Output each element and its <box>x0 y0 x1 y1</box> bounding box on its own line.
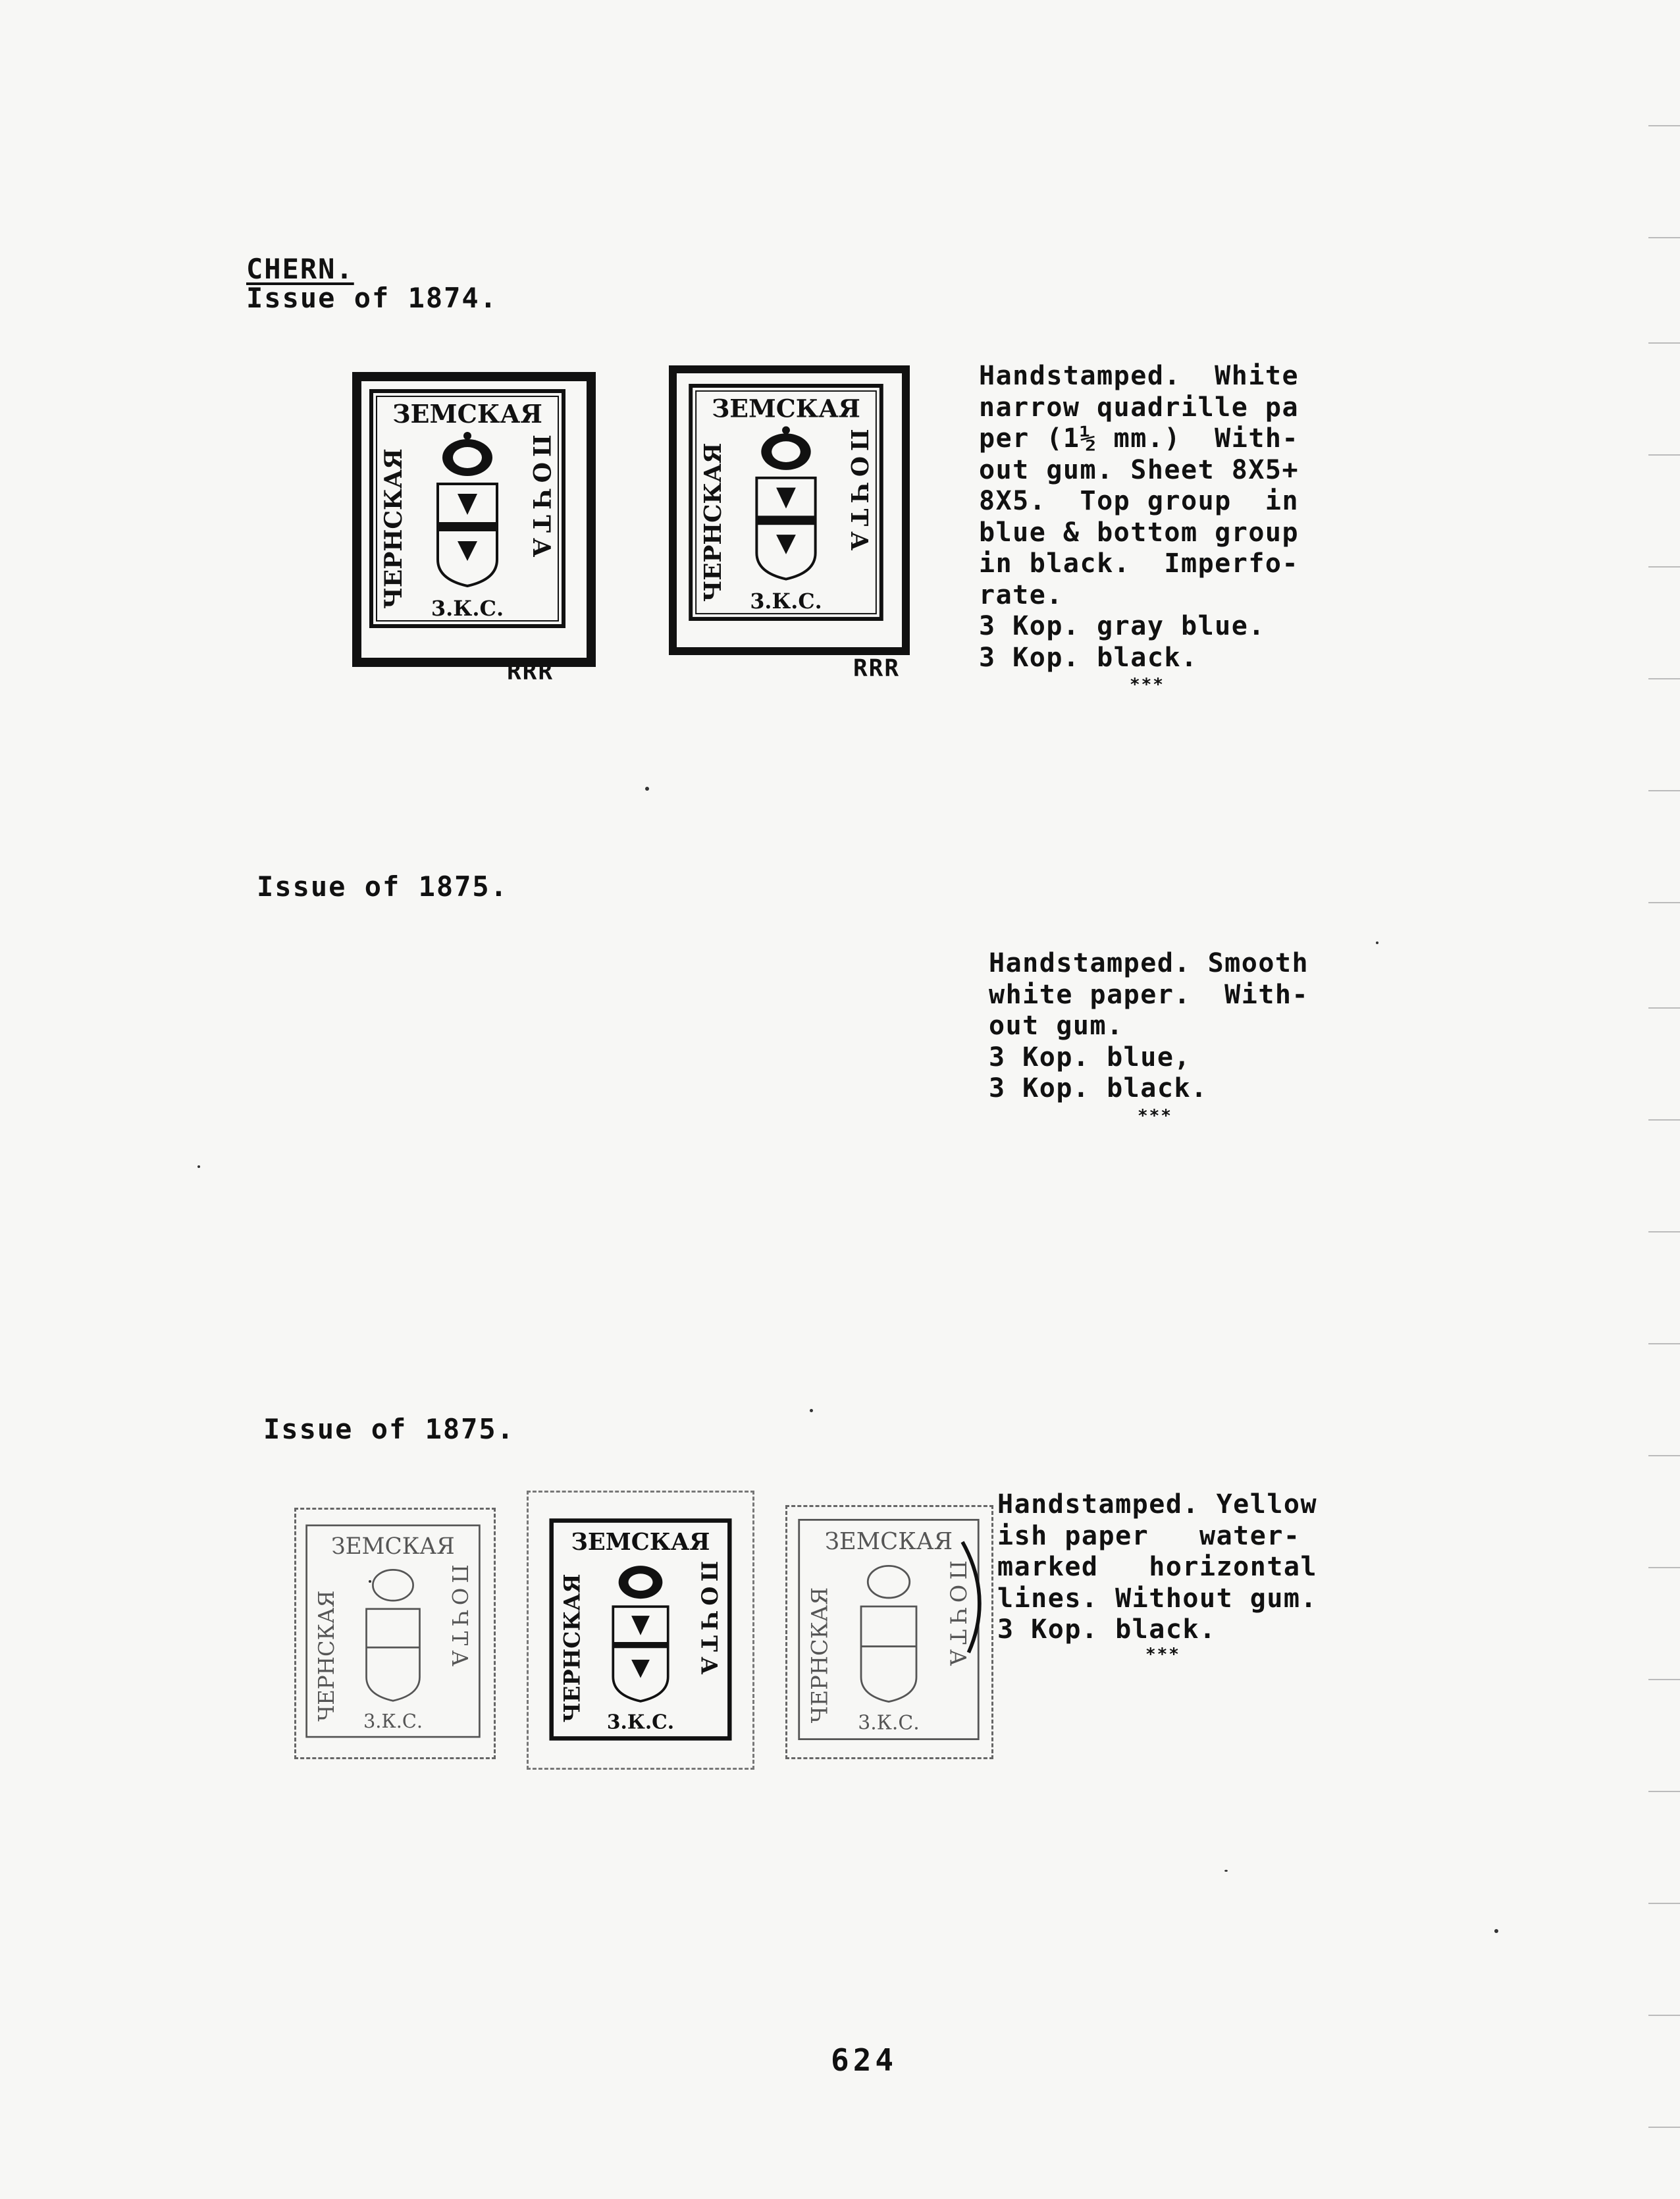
stamp-right-text: ПОЧТА <box>845 429 874 556</box>
issue-description: Handstamped. Yellow ish paper water- marked horizontal lines. Without gum. 3 Kop. black. <box>997 1489 1318 1645</box>
issue-description: Handstamped. White narrow quadrille pa per (1½ mm.) With- out gum. Sheet 8X5+ 8X5. Top group in blue & bottom group in black. Imperfo- rate. 3 Kop. gray blue. 3 Kop. black. <box>979 361 1299 673</box>
stamp-top-text: ЗЕМСКАЯ <box>824 1528 953 1556</box>
rarity-mark: RRR <box>853 655 901 682</box>
page-number: 624 <box>831 2042 898 2078</box>
stamp-image <box>687 383 885 622</box>
crown-icon <box>442 432 492 476</box>
crown-icon <box>619 1566 663 1599</box>
crown-icon <box>373 1570 413 1601</box>
section-title: Issue of 1874. <box>246 282 498 314</box>
stamp-right-text: ПОЧТА <box>696 1560 722 1680</box>
stamp-left-text: ЧЕРНСКАЯ <box>314 1590 339 1722</box>
stamp-bottom-text: 3.К.С. <box>858 1711 920 1735</box>
stamp-top-text: ЗЕМСКАЯ <box>392 399 542 429</box>
crown-icon <box>868 1566 909 1598</box>
stamp-left-text: ЧЕРНСКАЯ <box>559 1574 585 1723</box>
stamp-bottom-text: 3.К.С. <box>606 1710 675 1734</box>
coat-of-arms-icon <box>756 478 815 579</box>
crown-icon <box>761 426 810 469</box>
stamp-image <box>797 1514 981 1745</box>
stamp-bottom-text: 3.К.С. <box>363 1709 423 1732</box>
stamp-left-text: ЧЕРНСКАЯ <box>806 1587 833 1724</box>
stamp-image <box>304 1518 482 1745</box>
section-title: Issue of 1875. <box>263 1413 515 1445</box>
stamp-bottom-text: 3.К.С. <box>750 589 822 614</box>
stamp-top-text: ЗЕМСКАЯ <box>712 394 860 423</box>
stamp-bottom-text: 3.К.С. <box>431 596 504 621</box>
stars-mark: *** <box>1138 1106 1172 1126</box>
coat-of-arms-icon <box>438 484 497 586</box>
stamp-image <box>369 388 566 629</box>
rarity-mark: RRR <box>507 658 554 685</box>
stamp-right-text: ПОЧТА <box>447 1564 472 1672</box>
section-title: Issue of 1875. <box>257 870 509 903</box>
coat-of-arms-icon <box>367 1609 420 1701</box>
issue-description: Handstamped. Smooth white paper. With- out gum. 3 Kop. blue, 3 Kop. black. <box>989 948 1309 1103</box>
stars-mark: *** <box>1130 675 1165 695</box>
coat-of-arms-icon <box>861 1606 916 1702</box>
coat-of-arms-icon <box>613 1606 668 1701</box>
stamp-left-text: ЧЕРНСКАЯ <box>380 448 407 609</box>
stamp-right-text: ПОЧТА <box>945 1560 971 1671</box>
stamp-left-text: ЧЕРНСКАЯ <box>698 442 727 602</box>
stamp-image <box>549 1514 732 1745</box>
stamp-right-text: ПОЧТА <box>527 435 555 563</box>
stamp-top-text: ЗЕМСКАЯ <box>331 1533 455 1560</box>
page-header: CHERN. <box>246 253 354 285</box>
stars-mark: *** <box>1145 1645 1180 1664</box>
stamp-top-text: ЗЕМСКАЯ <box>571 1529 710 1556</box>
